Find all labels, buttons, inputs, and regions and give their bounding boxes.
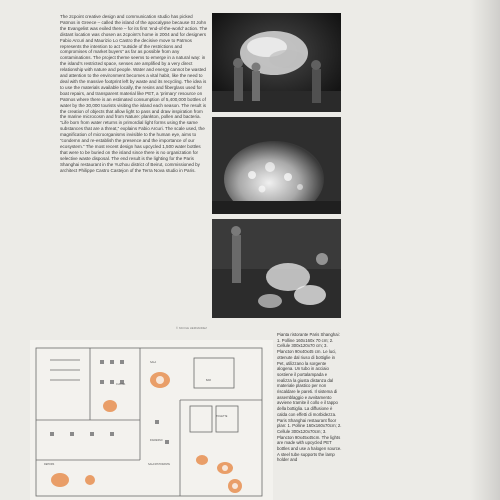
- plan-label-bottom-left: DEHORS: [44, 463, 55, 466]
- page-gutter: [470, 0, 500, 500]
- article-text: The 2cpoint creative design and communication studio has picked Patmos in Greece – called the island of the apocalypse because St John the Evangelist was exiled there – for its first ‘end-of-the-world’ action. The distant location was chosen as 2cpoint’s home in 2004 and for designers Fabio Arcuri and Maurizio Lo Castro the decisive move to Patmos represents the intention to act “outside of the restrictions and compromises of market buyers” as far as possible from any contaminations. The project theme seems to emerge in a natural way: in the island’s restricted space, senses are amplified by a very direct relationship with nature and people. Water and energy cannot be wasted and attention to the environment becomes a vital habit, like the need to deal with the massive footprint left by waste and its recycling. The idea is to use the materials available locally, the resins and fiberglass used for boat repairs, and transparent material like PET, a ‘primary’ resource on Patmos where there is an estimated consumption of 5,400,000 bottles of water by the 30,000 tourists visiting the island each season. The result is the creation of objects that allow light to pass and draw inspiration from the marine microcosm and from Nature: plankton, pollen and bacteria. “Life born from water returns in primordial light forms using the same substances that are a threat,” explains Fabio Arcuri. The scale used, the magnification of microorganisms invisible to the human eye, aims to “condemn and re-establish the presence and the importance of our ecosystem.” The most recent design has upcycled 1,500 water bottles that were to be buried on the island since there is no organization for selective waste disposal. The end result is the lighting for the Paris Shanghai restaurant in the Yuzhou district of Beirut, commissioned by architect Philippe Castro Castejon of the Terra Nova studio in Paris.: [60, 14, 208, 173]
- photo-1-image: [212, 13, 341, 112]
- photo-sculpture-people: [212, 13, 341, 112]
- photo-credit: © NICOLE HERNANDEZ: [176, 327, 207, 330]
- plan-label-bar: BAR: [206, 379, 211, 382]
- photo-glowing-objects: [212, 219, 341, 318]
- photo-3-image: [212, 219, 341, 318]
- plan-label-entrance: INGRESSO: [150, 439, 163, 442]
- plan-label-wc: TOILETTE: [216, 415, 228, 418]
- floor-plan: [30, 340, 273, 500]
- plan-caption: [277, 332, 343, 463]
- photo-glowing-dome: [212, 117, 341, 214]
- caption-english: Paris Shanghai restaurant floor plan: 1. Polline 160x160x70cm; 2. Cellule 300x120x70cm; 3. Plancton 90x45x45cm. The lights are made with upcycled PET bottles and use a halogen source. A steel tube supports the lamp holder and: [277, 417, 342, 463]
- article-body: [60, 14, 208, 173]
- photo-2-image: [212, 117, 341, 214]
- plan-label-room-upper: SALA: [150, 361, 157, 364]
- plan-label-dining: SALA RISTORANTE: [148, 463, 171, 466]
- plan-label-top-left: CUCINA: [116, 383, 126, 386]
- caption-italian: Pianta ristorante Paris Shanghai: 1. Polline 160x160x 70 cm; 2. Cellule 300x120x70 cm; 3. Plancton 90x40x45 cm. Le luci, ottenute dal riuso di bottiglie in Pet, utilizzano la sorgente alogena. Un tubo in acciaio sostiene il portalampada e realizza la giusta distanza dal materiale plastico per non riscaldare le pareti. Il sistema di assemblaggio e avvitamento avviene tramite il collo e il tappo della bottiglia. La diffusione è calda con effetti di morbidezza.: [277, 332, 340, 417]
